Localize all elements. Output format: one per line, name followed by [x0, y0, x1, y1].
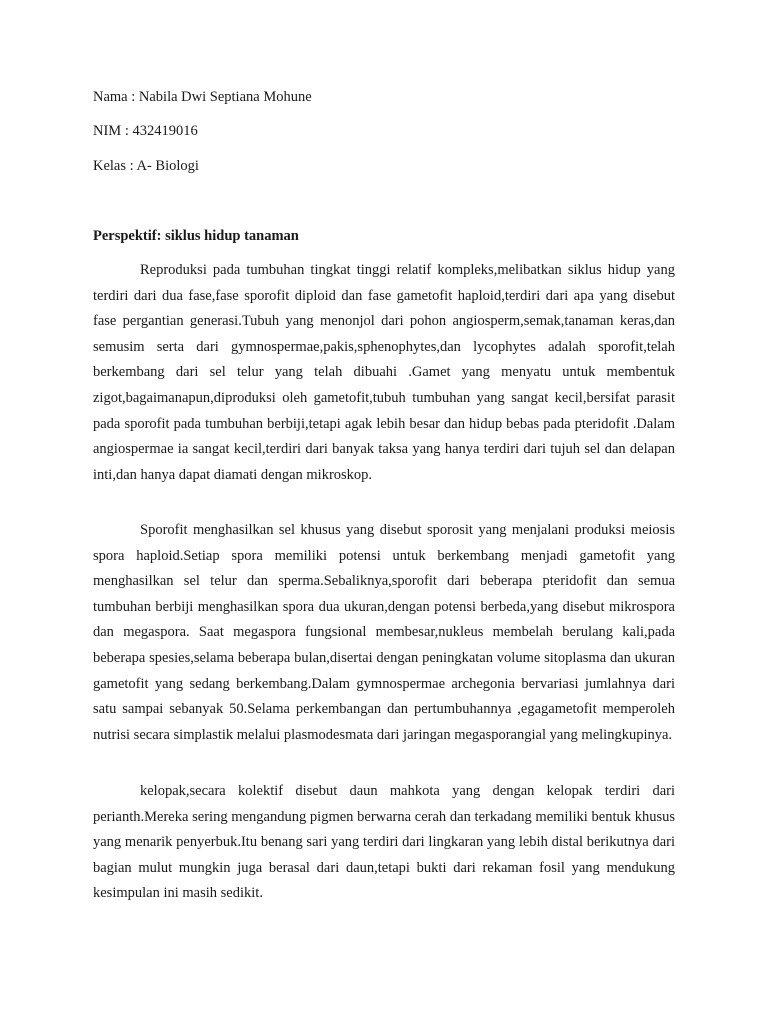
- paragraph-1: Reproduksi pada tumbuhan tingkat tinggi relatif kompleks,melibatkan siklus hidup yang terdiri dari dua fase,fase sporofit diploid dan fase gametofit haploid,terdiri dari apa yang disebut fase pergantian generasi.Tubuh yang menonjol dari pohon angiosperm,semak,tanaman keras,dan semusim serta dari gymnospermae,pakis,sphenophytes,dan lycophytes adalah sporofit,telah berkembang dari sel telur yang telah dibuahi .Gamet yang menyatu untuk membentuk zigot,bagaimanapun,diproduksi oleh gametofit,tubuh tumbuhan yang sangat kecil,bersifat parasit pada sporofit pada tumbuhan berbiji,tetapi agak lebih besar dan hidup bebas pada pteridofit .Dalam angiospermae ia sangat kecil,terdiri dari banyak taksa yang hanya terdiri dari tujuh sel dan delapan inti,dan hanya dapat diamati dengan mikroskop.: [93, 262, 675, 483]
- student-nim: NIM : 432419016: [93, 123, 198, 139]
- paragraph-3: kelopak,secara kolektif disebut daun mahkota yang dengan kelopak terdiri dari perianth.Mereka sering mengandung pigmen berwarna cerah dan terkadang memiliki bentuk khusus yang menarik penyerbuk.Itu benang sari yang terdiri dari lingkaran yang lebih distal berikutnya dari bagian mulut mungkin juga berasal dari daun,tetapi bukti dari rekaman fosil yang mendukung kesimpulan ini masih sedikit.: [93, 783, 675, 902]
- paragraph-2: Sporofit menghasilkan sel khusus yang disebut sporosit yang menjalani produksi meiosis spora haploid.Setiap spora memiliki potensi untuk berkembang menjadi gametofit yang menghasilkan sel telur dan sperma.Sebaliknya,sporofit dari beberapa pteridofit dan semua tumbuhan berbiji menghasilkan spora dua ukuran,dengan potensi berbeda,yang disebut mikrospora dan megaspora. Saat megaspora fungsional membesar,nukleus membelah berulang kali,pada beberapa spesies,selama beberapa bulan,disertai dengan peningkatan volume sitoplasma dan ukuran gametofit yang sedang berkembang.Dalam gymnospermae archegonia bervariasi jumlahnya dari satu sampai sebanyak 50.Selama perkembangan dan pertumbuhannya ,egagametofit memperoleh nutrisi secara simplastik melalui plasmodesmata dari jaringan megasporangial yang melingkupinya.: [93, 522, 675, 743]
- student-name: Nama : Nabila Dwi Septiana Mohune: [93, 89, 312, 105]
- document-heading: Perspektif: siklus hidup tanaman: [93, 228, 299, 244]
- student-class: Kelas : A- Biologi: [93, 158, 199, 174]
